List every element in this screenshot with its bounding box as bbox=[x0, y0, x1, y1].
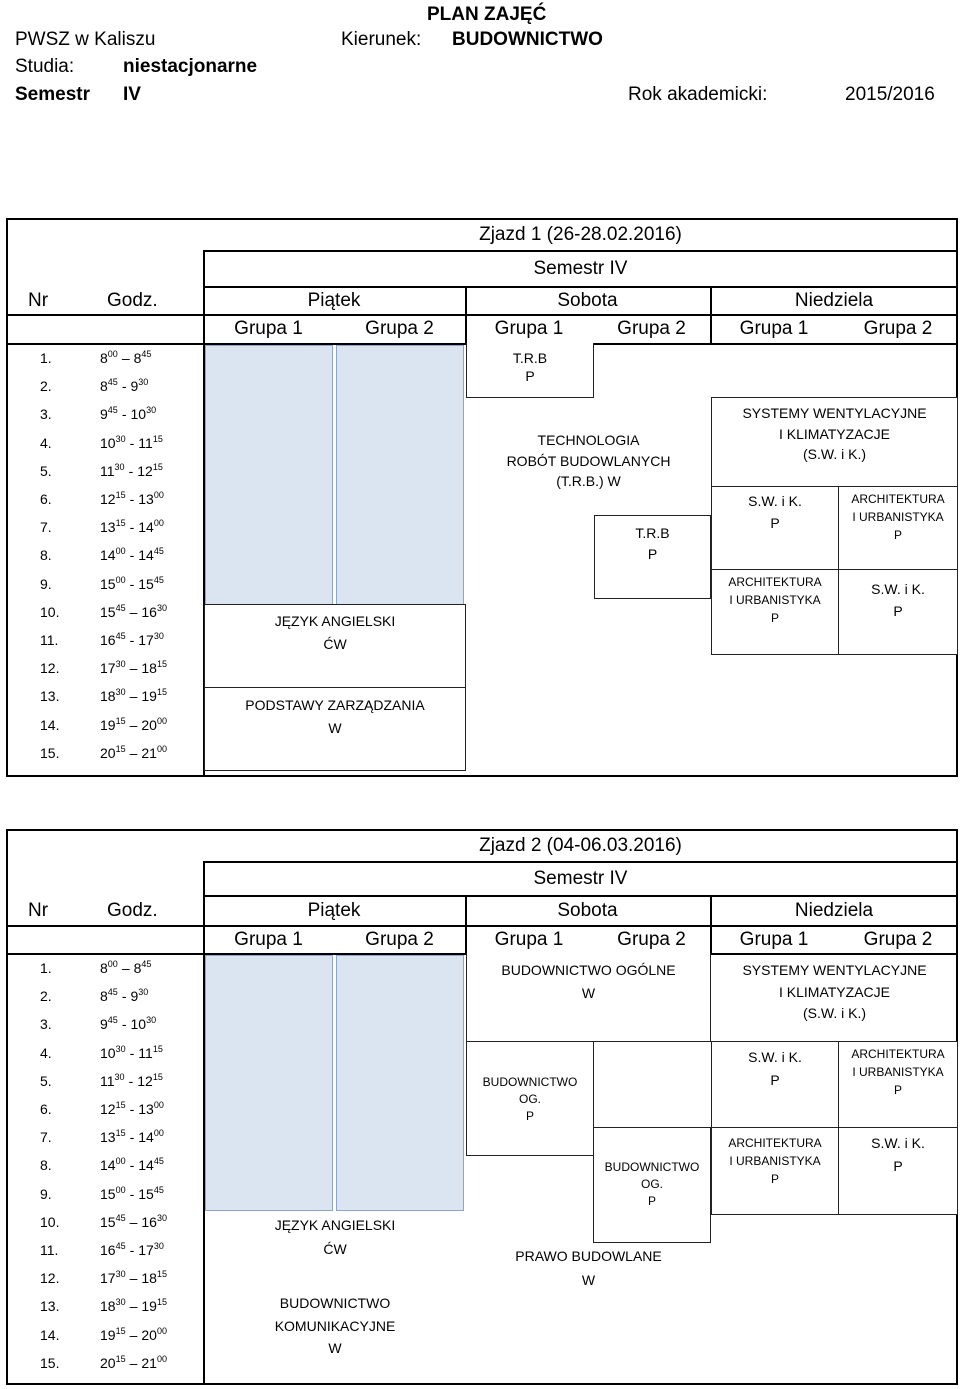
slot-time: $15^{00} - 15^{45}$ bbox=[100, 1184, 164, 1202]
day-sobota: Sobota bbox=[557, 900, 618, 921]
slot-number: 6. bbox=[40, 491, 52, 507]
semestr-label: Semestr bbox=[15, 84, 90, 105]
grupa-header: Grupa 2 bbox=[365, 318, 434, 339]
class-block: S.W. i K. P bbox=[838, 1127, 958, 1215]
col-nr: Nr bbox=[28, 290, 49, 311]
slot-time: $19^{15} - 20^{00}$ bbox=[100, 1325, 167, 1343]
class-block: S.W. i K. P bbox=[711, 486, 839, 570]
slot-time: $9^{45} - 10^{30}$ bbox=[100, 1015, 157, 1033]
slot-number: 3. bbox=[40, 406, 52, 423]
class-block: PODSTAWY ZARZĄDZANIA W bbox=[204, 687, 466, 771]
col-godz: Godz. bbox=[107, 900, 158, 921]
slot-time: $8^{45} - 9^{30}$ bbox=[100, 377, 149, 395]
slot-time: $17^{30} - 18^{15}$ bbox=[100, 1269, 167, 1287]
grupa-header: Grupa 2 bbox=[617, 929, 686, 950]
slot-time: $8^{00} - 8^{45}$ bbox=[100, 959, 152, 976]
class-block: JĘZYK ANGIELSKI ĆW bbox=[274, 1217, 396, 1257]
slot-number: 11. bbox=[40, 1242, 59, 1258]
slot-time: $8^{00} - 8^{45}$ bbox=[100, 349, 152, 366]
class-block: TECHNOLOGIA ROBÓT BUDOWLANYCH (T.R.B.) W bbox=[506, 432, 671, 489]
zjazd-2-title: Zjazd 2 (04-06.03.2016) bbox=[479, 835, 682, 856]
slot-number: 1. bbox=[40, 350, 52, 366]
slot-time: $8^{45} - 9^{30}$ bbox=[100, 987, 149, 1005]
class-block: ARCHITEKTURA I URBANISTYKA P bbox=[838, 486, 958, 570]
slot-time: $14^{00} - 14^{45}$ bbox=[100, 1156, 164, 1174]
slot-number: 15. bbox=[40, 744, 60, 761]
grupa-header: Grupa 1 bbox=[234, 929, 303, 950]
class-block: SYSTEMY WENTYLACYJNE I KLIMATYZACJE (S.W. i K.) bbox=[742, 962, 927, 1021]
grupa-header: Grupa 1 bbox=[494, 318, 564, 339]
class-block: BUDOWNICTWO KOMUNIKACYJNE W bbox=[274, 1295, 396, 1356]
school-name: PWSZ w Kaliszu bbox=[15, 29, 156, 50]
class-block: S.W. i K. P bbox=[711, 1041, 839, 1128]
zjazd-2-semestr: Semestr IV bbox=[533, 868, 628, 889]
class-block: S.W. i K. P bbox=[838, 569, 958, 655]
class-block: ARCHITEKTURA I URBANISTYKA P bbox=[711, 569, 839, 655]
grupa-header: Grupa 2 bbox=[863, 929, 933, 950]
day-niedziela: Niedziela bbox=[794, 900, 874, 921]
zjazd-1-title: Zjazd 1 (26-28.02.2016) bbox=[479, 224, 682, 245]
grupa-header: Grupa 1 bbox=[494, 929, 564, 950]
slot-number: 10. bbox=[40, 1213, 60, 1230]
slot-time: $13^{15} - 14^{00}$ bbox=[100, 518, 164, 536]
slot-number: 10. bbox=[40, 603, 60, 620]
slot-number: 12. bbox=[40, 660, 60, 677]
slot-number: 1. bbox=[40, 960, 52, 976]
rok-label: Rok akademicki: bbox=[628, 84, 768, 105]
zjazd-1-semestr: Semestr IV bbox=[533, 258, 628, 279]
semestr-value: IV bbox=[123, 84, 141, 105]
empty-slot bbox=[205, 345, 333, 605]
day-sobota: Sobota bbox=[557, 290, 618, 311]
col-godz: Godz. bbox=[107, 290, 158, 311]
day-piatek: Piątek bbox=[307, 290, 361, 311]
studia-value: niestacjonarne bbox=[123, 56, 258, 77]
slot-time: $11^{30} - 12^{15}$ bbox=[100, 1071, 163, 1089]
slot-time: $12^{15} - 13^{00}$ bbox=[100, 490, 164, 507]
class-block: ARCHITEKTURA I URBANISTYKA P bbox=[711, 1127, 839, 1215]
slot-number: 7. bbox=[40, 1129, 52, 1146]
slot-time: $19^{15} - 20^{00}$ bbox=[100, 715, 167, 733]
class-block: JĘZYK ANGIELSKI ĆW bbox=[204, 604, 466, 688]
grupa-header: Grupa 1 bbox=[739, 318, 809, 339]
slot-number: 2. bbox=[40, 988, 52, 1005]
slot-time: $13^{15} - 14^{00}$ bbox=[100, 1128, 164, 1146]
studia-label: Studia: bbox=[15, 56, 75, 77]
slot-time: $18^{30} - 19^{15}$ bbox=[100, 687, 167, 705]
slot-number: 2. bbox=[40, 378, 52, 395]
slot-number: 13. bbox=[40, 688, 60, 705]
slot-number: 14. bbox=[40, 716, 60, 733]
class-block: PRAWO BUDOWLANE W bbox=[515, 1248, 662, 1288]
slot-time: $16^{45} - 17^{30}$ bbox=[100, 1241, 164, 1258]
slot-number: 8. bbox=[40, 1157, 52, 1174]
day-niedziela: Niedziela bbox=[794, 290, 874, 311]
slot-number: 8. bbox=[40, 547, 52, 564]
kierunek-value: BUDOWNICTWO bbox=[452, 29, 603, 50]
day-piatek: Piątek bbox=[307, 900, 361, 921]
slot-number: 14. bbox=[40, 1326, 60, 1343]
class-block: ARCHITEKTURA I URBANISTYKA P bbox=[838, 1041, 958, 1128]
slot-time: $10^{30} - 11^{15}$ bbox=[100, 433, 163, 451]
grupa-header: Grupa 2 bbox=[863, 318, 933, 339]
class-block: T.R.B P bbox=[466, 343, 594, 398]
slot-number: 5. bbox=[40, 462, 52, 479]
empty-slot bbox=[205, 955, 333, 1211]
slot-time: $14^{00} - 14^{45}$ bbox=[100, 546, 164, 564]
slot-time: $12^{15} - 13^{00}$ bbox=[100, 1100, 164, 1117]
kierunek-label: Kierunek: bbox=[341, 29, 422, 50]
grupa-header: Grupa 2 bbox=[617, 318, 686, 339]
slot-number: 4. bbox=[40, 1044, 52, 1061]
slot-time: $15^{45} - 16^{30}$ bbox=[100, 1212, 167, 1230]
slot-number: 3. bbox=[40, 1016, 52, 1033]
slot-number: 5. bbox=[40, 1072, 52, 1089]
slot-time: $16^{45} - 17^{30}$ bbox=[100, 631, 164, 648]
grupa-header: Grupa 1 bbox=[234, 318, 303, 339]
class-block: T.R.B P bbox=[594, 515, 711, 599]
class-block: BUDOWNICTWO OG. P bbox=[593, 1127, 711, 1243]
slot-time: $11^{30} - 12^{15}$ bbox=[100, 461, 163, 479]
slot-number: 12. bbox=[40, 1270, 60, 1287]
slot-number: 9. bbox=[40, 1185, 52, 1202]
slot-number: 15. bbox=[40, 1354, 60, 1371]
rok-value: 2015/2016 bbox=[845, 84, 935, 105]
slot-time: $15^{00} - 15^{45}$ bbox=[100, 574, 164, 592]
slot-time: $10^{30} - 11^{15}$ bbox=[100, 1043, 163, 1061]
empty-slot bbox=[336, 955, 464, 1211]
slot-number: 7. bbox=[40, 519, 52, 536]
class-block: SYSTEMY WENTYLACYJNE I KLIMATYZACJE (S.W. i K.) bbox=[711, 397, 958, 487]
slot-time: $15^{45} - 16^{30}$ bbox=[100, 602, 167, 620]
slot-time: $20^{15} - 21^{00}$ bbox=[100, 1353, 167, 1371]
slot-time: $17^{30} - 18^{15}$ bbox=[100, 659, 167, 677]
page-title: PLAN ZAJĘĆ bbox=[427, 4, 547, 25]
slot-number: 11. bbox=[40, 632, 59, 648]
slot-time: $9^{45} - 10^{30}$ bbox=[100, 405, 157, 423]
empty-slot bbox=[336, 345, 464, 605]
class-block: BUDOWNICTWO OGÓLNE W bbox=[466, 953, 711, 1042]
slot-number: 6. bbox=[40, 1101, 52, 1117]
slot-number: 4. bbox=[40, 434, 52, 451]
slot-time: $18^{30} - 19^{15}$ bbox=[100, 1297, 167, 1315]
grupa-header: Grupa 1 bbox=[739, 929, 809, 950]
slot-number: 9. bbox=[40, 575, 52, 592]
col-nr: Nr bbox=[28, 900, 49, 921]
slot-time: $20^{15} - 21^{00}$ bbox=[100, 743, 167, 761]
class-block: BUDOWNICTWO OG. P bbox=[466, 1041, 594, 1156]
grupa-header: Grupa 2 bbox=[365, 929, 434, 950]
slot-number: 13. bbox=[40, 1298, 60, 1315]
